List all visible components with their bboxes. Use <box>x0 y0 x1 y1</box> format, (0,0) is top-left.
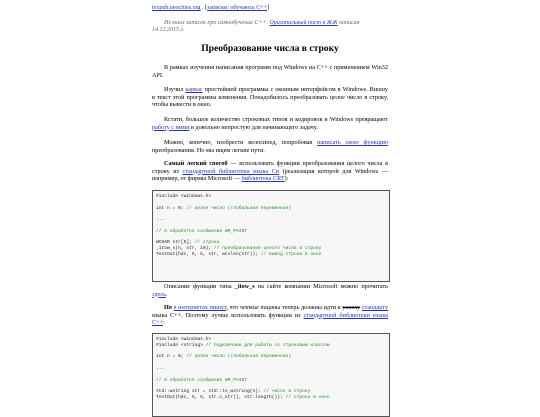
cpp-stdlib-link[interactable]: стандартной библиотеки языка С++ <box>152 311 389 327</box>
crt-link[interactable]: библиотека CRT <box>241 175 285 183</box>
paragraph-7 <box>152 304 388 327</box>
easiest-way-bold: Самый легкий способ <box>164 160 228 167</box>
nav-separator: . [ <box>200 5 208 11</box>
p5-text-3: ): <box>284 175 289 183</box>
p4-text-1: Можно, конечно, изобрести велосипед, попробовав <box>164 139 313 146</box>
paragraph-4 <box>152 139 388 154</box>
code-line: WCHAR str[5]; // строка <box>156 240 220 246</box>
nav-close: ] <box>267 5 270 11</box>
p7-text-5: : <box>163 319 165 327</box>
code-line: #include <windows.h> <box>156 337 212 342</box>
paragraph-5 <box>152 160 388 183</box>
p7-text-4: языка С++. Поэтому лучше использовать функции из <box>152 311 301 319</box>
standard-link[interactable]: стандарту <box>361 304 389 311</box>
section-link[interactable]: записки: обучаюсь C++ <box>207 5 268 11</box>
code-line: ... <box>156 217 165 223</box>
skeleton-link[interactable]: каркас <box>185 86 203 93</box>
but-bold: Но <box>164 304 172 311</box>
code-line: // в обработке сообщения WM_PAINT <box>156 228 247 234</box>
function-name-bold: _itow_s <box>234 283 255 290</box>
code-line: int n = 0; // целое число (глобальная переменная) <box>156 205 292 211</box>
code-line: int n = 0; // целое число (глобальная переменная) <box>156 354 292 360</box>
site-link[interactable]: texpub.neocities.org <box>152 5 201 11</box>
code-line: _itow_s(n, str, 10); // преобразование целого числа в строку <box>156 246 322 252</box>
code-line: TextOut(hdc, 5, 5, str.c_str(), str.length()); // строка в окно <box>156 394 330 400</box>
p6-text-2: на сайте компании Microsoft можно прочитать <box>257 283 389 290</box>
paragraph-3 <box>152 116 388 131</box>
code-line: // в обработке сообщения WM_PAINT <box>156 377 247 383</box>
p7-text-2: , что <box>226 304 239 311</box>
code-line: #include <string> // подключаем для работы со строковым классом <box>156 342 330 348</box>
code-line: TextOut(hdc, 5, 5, str, wcslen(str)); // вывод строки в окно <box>156 251 322 257</box>
top-nav <box>152 5 388 13</box>
p7-text-3: теперь должны идти к <box>281 304 341 311</box>
internet-link[interactable]: в интернетах пишут <box>173 304 227 311</box>
code-line: ... <box>156 365 165 371</box>
intro-text-2: написан 14.12.2015 г. <box>152 20 360 34</box>
p7-italic: четкие пацаны <box>240 304 281 311</box>
p2-text-1: Изучил <box>164 86 184 93</box>
page-title: Преобразование числа в строку <box>201 43 339 54</box>
code-listing-2[interactable] <box>152 333 390 417</box>
code-listing-1[interactable] <box>152 190 390 282</box>
msdn-here-link[interactable]: здесь <box>152 290 166 298</box>
p3-text-1: Кстати, большое количество строковых типов и кодировок в Windows превращают <box>164 116 388 123</box>
p4-text-2: преобразования. Но мы ищем легкие пути. <box>152 146 265 154</box>
p3-text-2: в довольно непростую для начинающего задачу. <box>190 123 318 131</box>
code-line: std::wstring str = std::to_wstring(n); // число в строку <box>156 389 311 395</box>
own-function-link[interactable]: написать свою функцию <box>317 139 388 146</box>
paragraph-2 <box>152 86 388 109</box>
intro-note <box>152 20 388 35</box>
strings-work-link[interactable]: работу с ними <box>152 123 190 131</box>
strikethrough-word: успеху <box>342 304 361 311</box>
p2-text-2: простейшей программы с оконным интерфейсом в Windows. Вношу в текст этой программы изменения. Понадобилось преобразовать целое число в строку, чтобы вывести в окно. <box>152 86 389 109</box>
p5-text-1: — использовать функции преобразования целого числа в строку из <box>152 160 388 175</box>
paragraph-1: В рамках изучения написания программ под Windows на С++ с применением Win32 API. <box>152 64 388 79</box>
p6-text-3: . <box>165 290 168 298</box>
intro-text-1: Из моих записок про самообучение С++. <box>164 20 268 26</box>
code-line: #include <windows.h> <box>156 194 212 199</box>
p6-text-1: Описание функции типа <box>164 283 232 290</box>
paragraph-6 <box>152 283 388 298</box>
p5-text-2: (реализация которой для Windows — например, от фирмы Microsoft — <box>152 167 389 183</box>
c-stdlib-link[interactable]: стандартной библиотеки языка Си <box>182 167 280 175</box>
original-post-link[interactable]: Оригинальный пост в ЖЖ <box>269 20 338 26</box>
